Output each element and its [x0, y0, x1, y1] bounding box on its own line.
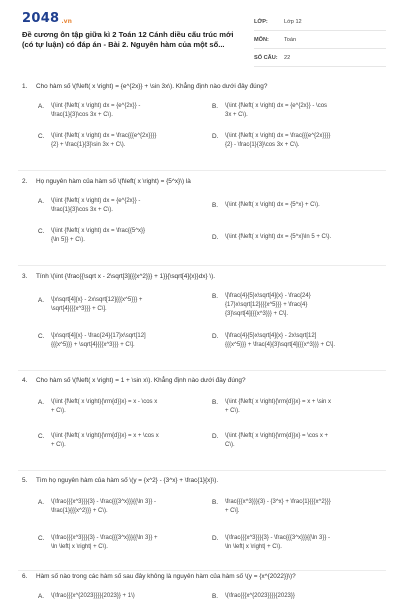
option-line: \ln \left| x \right| + C\). [51, 544, 108, 550]
option-letter: A. [38, 103, 45, 110]
option-letter: B. [212, 593, 219, 600]
option-text [225, 498, 373, 516]
question-text [22, 82, 384, 91]
question-stem: Cho hàm số \(f\left( x \right) = {e^{2x}} + \sin 3x\). Khẳng định nào dưới đây đúng? [36, 83, 268, 90]
option-text [225, 292, 373, 319]
option-letter: B. [212, 202, 219, 209]
meta-value: Toán [284, 36, 297, 43]
question-divider [18, 570, 386, 571]
option-line: \(\int {f\left( x \right) dx = {e^{2x}} - \cos [225, 103, 328, 109]
question-text [22, 476, 384, 485]
option-line: \[x\sqrt[4]{x} - 2x\sqrt[12]{{{x^5}}} + [51, 297, 143, 303]
option-letter: A. [38, 499, 45, 506]
option-text [51, 227, 199, 245]
option-text [51, 132, 199, 150]
question-stem: Họ nguyên hàm của hàm số \(f\left( x \right) = {5^x}\) là [36, 178, 191, 185]
question-divider [18, 370, 386, 371]
option-text [225, 432, 373, 450]
question-stem: Hàm số nào trong các hàm số sau đây không là nguyên hàm của hàm số \(y = {x^{2022}}\)? [36, 573, 296, 580]
option-letter: D. [212, 133, 219, 140]
question-number: 2. [22, 178, 28, 185]
option-line: \(\int {f\left( x \right) dx = {5^x} + C\). [225, 202, 320, 208]
option-line: \(\int {f\left( x \right) dx = {e^{2x}} - [51, 198, 141, 204]
option-text [51, 592, 199, 600]
question-text [22, 376, 384, 385]
option-text [51, 398, 199, 416]
document-meta [254, 13, 386, 67]
meta-key: LỚP: [254, 18, 268, 25]
option-letter: D. [212, 433, 219, 440]
question-divider [18, 170, 386, 171]
meta-key: SỐ CÂU: [254, 54, 278, 61]
option-text [225, 332, 373, 350]
option-line: \frac{1}{{{x^2}}} + C\). [51, 508, 108, 514]
meta-row-count [254, 49, 386, 67]
option-letter: B. [212, 293, 219, 300]
option-letter: D. [212, 333, 219, 340]
option-letter: A. [38, 198, 45, 205]
option-letter: C. [38, 228, 45, 235]
option-text [51, 197, 199, 215]
option-line: \frac{{{x^3}}}{3} - {3^x} + \frac{1}{{{x^2}}} [225, 499, 331, 505]
question-stem: Tìm họ nguyên hàm của hàm số \(y = {x^2} - {3^x} + \frac{1}{x}\). [36, 477, 219, 484]
option-line: \(\int {f\left( x \right) dx = {5^x}\ln 5 + C\). [225, 234, 332, 240]
question-text [22, 177, 384, 186]
logo-suffix: .vn [61, 18, 72, 25]
option-letter: A. [38, 297, 45, 304]
question-divider [18, 265, 386, 266]
option-line: \(\int {f\left( x \right) dx = {e^{2x}} - [51, 103, 141, 109]
option-text [51, 432, 199, 450]
option-letter: A. [38, 593, 45, 600]
option-line: \[\frac{4}{5}x\sqrt[4]{x} - 2x\sqrt[12] [225, 333, 317, 339]
option-letter: D. [212, 234, 219, 241]
meta-value: 22 [284, 54, 291, 61]
option-line: \ln \left| x \right| + C\). [225, 544, 282, 550]
option-letter: C. [38, 433, 45, 440]
title-line-1: Đề cương ôn tập giữa kì 2 Toán 12 Cánh diều cấu trúc mới [22, 30, 234, 39]
option-text [51, 498, 199, 516]
question-number: 5. [22, 477, 28, 484]
option-line: \frac{1}{3}\cos 3x + C\). [51, 112, 113, 118]
option-text [51, 534, 199, 552]
option-line: {2} + \frac{1}{3}\sin 3x + C\). [51, 142, 126, 148]
document-header [0, 0, 400, 62]
option-text [225, 102, 373, 120]
option-line: \(\int {f\left( x \right){\rm{d}}x} = x + \cos x [51, 433, 159, 439]
option-line: \(\frac{{{x^3}}}{3} - \frac{{{3^x}}}{{\ln 3}} + [51, 535, 158, 541]
option-line: \(\int {f\left( x \right) dx = \frac{{{e^{2x}}}} [225, 133, 331, 139]
option-letter: C. [38, 535, 45, 542]
option-text [225, 132, 373, 150]
option-letter: B. [212, 103, 219, 110]
option-line: {\ln 5}} + C\). [51, 237, 85, 243]
option-text [225, 201, 373, 210]
option-letter: C. [38, 133, 45, 140]
option-line: + C\). [51, 442, 66, 448]
option-line: \(\frac{{{x^3}}}{3} - \frac{{{3^x}}}{{\ln 3}} - [51, 499, 157, 505]
question-stem: Cho hàm số \(f\left( x \right) = 1 + \sin x\). Khẳng định nào dưới đây đúng? [36, 377, 246, 384]
option-line: \[\frac{4}{5}x\sqrt[4]{x} - \frac{24} [225, 293, 311, 299]
option-line: \(\int {f\left( x \right){\rm{d}}x} = x + \sin x [225, 399, 332, 405]
option-line: \(\int {f\left( x \right){\rm{d}}x} = x - \cos x [51, 399, 158, 405]
option-text [225, 592, 373, 600]
option-text [51, 332, 199, 350]
option-text [225, 398, 373, 416]
option-line: \(\frac{{{x^{2023}}}}{2023}} [225, 593, 295, 599]
option-letter: A. [38, 399, 45, 406]
option-letter: D. [212, 535, 219, 542]
option-line: {{{x^5}}} + \frac{4}{3}\sqrt[4]{{{x^3}}} + C\]. [225, 342, 336, 348]
meta-key: MÔN: [254, 36, 269, 43]
question-divider [18, 470, 386, 471]
question-number: 6. [22, 573, 28, 580]
option-line: + C\). [51, 408, 66, 414]
logo-text: 2048 [22, 11, 60, 26]
option-line: \(\frac{{{x^{2023}}}}{2023}} + 1\) [51, 593, 135, 599]
option-line: {2} - \frac{1}{3}\cos 3x + C\). [225, 142, 300, 148]
option-line: 3x + C\). [225, 112, 248, 118]
option-line: \frac{1}{3}\cos 3x + C\). [51, 207, 113, 213]
option-letter: C. [38, 333, 45, 340]
document-title [22, 30, 244, 50]
option-letter: B. [212, 499, 219, 506]
question-stem: Tính \(\int {\frac{{\sqrt x - 2\sqrt[3]{{{x^2}}} + 1}}{\sqrt[4]{x}}dx} \). [36, 273, 216, 280]
option-text [51, 102, 199, 120]
option-line: + C\). [225, 408, 240, 414]
option-letter: B. [212, 399, 219, 406]
option-line: \(\int {f\left( x \right) dx = \frac{{{e^{2x}}}} [51, 133, 157, 139]
option-text [225, 233, 373, 242]
option-line: \(\int {f\left( x \right) dx = \frac{{5^x}} [51, 228, 146, 234]
title-line-2: (có tự luận) có đáp án - Bài 2. Nguyên hàm của một số... [22, 40, 225, 49]
option-text [225, 534, 373, 552]
option-line: \(\int {f\left( x \right){\rm{d}}x} = \cos x + [225, 433, 329, 439]
meta-row-class [254, 13, 386, 31]
question-number: 4. [22, 377, 28, 384]
meta-value: Lớp 12 [284, 18, 302, 25]
site-logo[interactable] [22, 12, 72, 26]
question-text [22, 572, 384, 581]
option-line: {{{x^5}}} + \sqrt[4]{{{x^3}}} + C\]. [51, 342, 135, 348]
option-line: \sqrt[4]{{{x^3}}} + C\]. [51, 306, 107, 312]
question-number: 3. [22, 273, 28, 280]
meta-row-subject [254, 31, 386, 49]
option-line: C\). [225, 442, 235, 448]
option-line: \[x\sqrt[4]{x} - \frac{24}{17}x\sqrt[12] [51, 333, 146, 339]
question-number: 1. [22, 83, 28, 90]
option-line: {3}\sqrt[4]{{{x^3}}} + C\]. [225, 311, 289, 317]
option-line: \(\frac{{{x^3}}}{3} - \frac{{{3^x}}}{{\ln 3}} - [225, 535, 331, 541]
question-text [22, 272, 384, 281]
option-line: + C\]. [225, 508, 240, 514]
option-line: {17}x\sqrt[12]{{{x^5}}} + \frac{4} [225, 302, 308, 308]
option-text [51, 296, 199, 314]
